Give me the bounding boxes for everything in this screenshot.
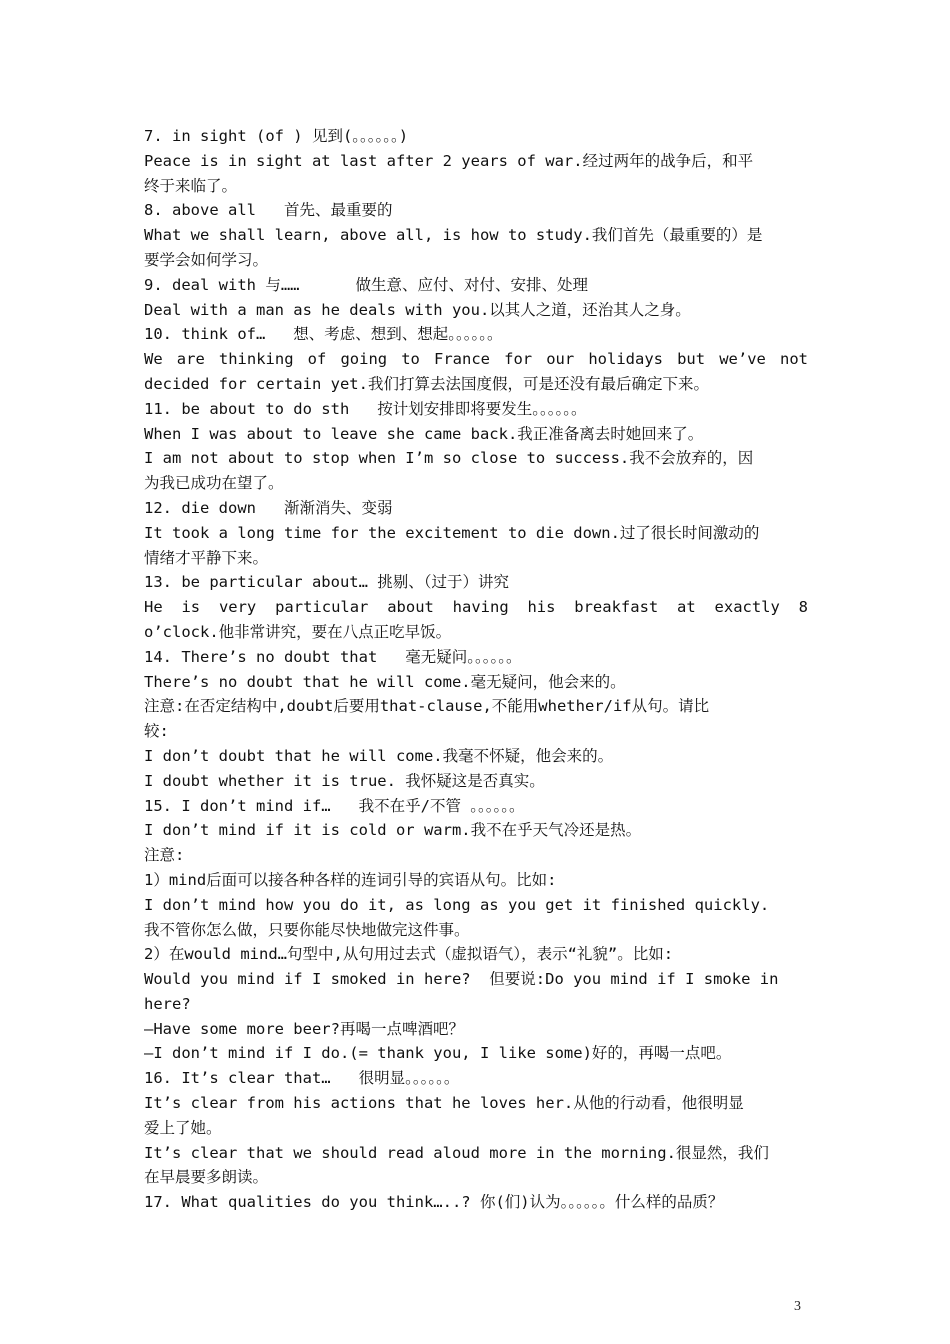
document-body xyxy=(144,124,808,1215)
text-line: 注意: xyxy=(144,846,185,865)
text-line: 12. die down 渐渐消失、变弱 xyxy=(144,498,393,517)
text-line: Would you mind if I smoked in here? 但要说:Do you mind if I smoke in xyxy=(144,970,779,989)
text-line: I don’t doubt that he will come.我毫不怀疑，他会来的。 xyxy=(144,746,614,765)
text-line: We are thinking of going to France for our holidays but we’ve not xyxy=(144,350,808,369)
text-line: 爱上了她。 xyxy=(144,1118,222,1137)
text-line: 在早晨要多朗读。 xyxy=(144,1168,269,1187)
text-line: It’s clear that we should read aloud more in the morning.很显然，我们 xyxy=(144,1143,769,1162)
text-line: 11. be about to do sth 按计划安排即将要发生。。。。。。 xyxy=(144,399,587,418)
text-line: 14. There’s no doubt that 毫无疑问。。。。。。 xyxy=(144,647,522,666)
text-line: 终于来临了。 xyxy=(144,176,238,195)
text-line: I don’t mind if it is cold or warm.我不在乎天气冷还是热。 xyxy=(144,821,642,840)
text-line: 15. I don’t mind if… 我不在乎/不管 。。。。。。 xyxy=(144,796,525,815)
text-line: o’clock.他非常讲究，要在八点正吃早饭。 xyxy=(144,622,452,641)
text-line: 注意:在否定结构中,doubt后要用that-clause,不能用whether/if从句。请比 xyxy=(144,697,710,716)
text-line: 8. above all 首先、最重要的 xyxy=(144,201,393,220)
text-line: here? xyxy=(144,994,191,1013)
text-line: It took a long time for the excitement to die down.过了很长时间激动的 xyxy=(144,523,760,542)
text-line: There’s no doubt that he will come.毫无疑问，他会来的。 xyxy=(144,672,626,691)
page-number: 3 xyxy=(794,1299,801,1314)
text-line: 17. What qualities do you think…..? 你(们)认为。。。。。。什么样的品质？ xyxy=(144,1193,724,1212)
text-line: He is very particular about having his breakfast at exactly 8 xyxy=(144,598,808,617)
text-line: I don’t mind how you do it, as long as you get it finished quickly. xyxy=(144,895,770,914)
text-line: I doubt whether it is true. 我怀疑这是否真实。 xyxy=(144,771,545,790)
text-line: 较: xyxy=(144,722,169,741)
text-line: 我不管你怎么做，只要你能尽快地做完这件事。 xyxy=(144,920,470,939)
text-line: —I don’t mind if I do.(= thank you, I like some)好的，再喝一点吧。 xyxy=(144,1044,732,1063)
text-line: 情绪才平静下来。 xyxy=(144,548,269,567)
text-line: I am not about to stop when I’m so close to success.我不会放弃的，因 xyxy=(144,449,754,468)
text-line: When I was about to leave she came back.我正准备离去时她回来了。 xyxy=(144,424,704,443)
text-line: Peace is in sight at last after 2 years of war.经过两年的战争后，和平 xyxy=(144,151,754,170)
text-line: 9. deal with 与…… 做生意、应付、对付、安排、处理 xyxy=(144,275,588,294)
text-line: Deal with a man as he deals with you.以其人之道，还治其人之身。 xyxy=(144,300,691,319)
text-line: It’s clear from his actions that he loves her.从他的行动看，他很明显 xyxy=(144,1094,744,1113)
text-line: 为我已成功在望了。 xyxy=(144,474,284,493)
text-line: —Have some more beer?再喝一点啤酒吧？ xyxy=(144,1019,464,1038)
text-line: 1）mind后面可以接各种各样的连词引导的宾语从句。比如: xyxy=(144,870,557,889)
text-line: What we shall learn, above all, is how to study.我们首先（最重要的）是 xyxy=(144,226,763,245)
text-line: 2）在would mind…句型中,从句用过去式（虚拟语气），表示“礼貌”。比如: xyxy=(144,945,674,964)
text-line: 10. think of… 想、考虑、想到、想起。。。。。。 xyxy=(144,325,503,344)
text-line: 7. in sight (of ) 见到(。。。。。。) xyxy=(144,127,409,145)
text-line: decided for certain yet.我们打算去法国度假，可是还没有最后确定下来。 xyxy=(144,374,709,393)
text-line: 要学会如何学习。 xyxy=(144,250,269,269)
text-line: 16. It’s clear that… 很明显。。。。。。 xyxy=(144,1069,460,1088)
text-line: 13. be particular about… 挑剔、（过于）讲究 xyxy=(144,573,510,592)
